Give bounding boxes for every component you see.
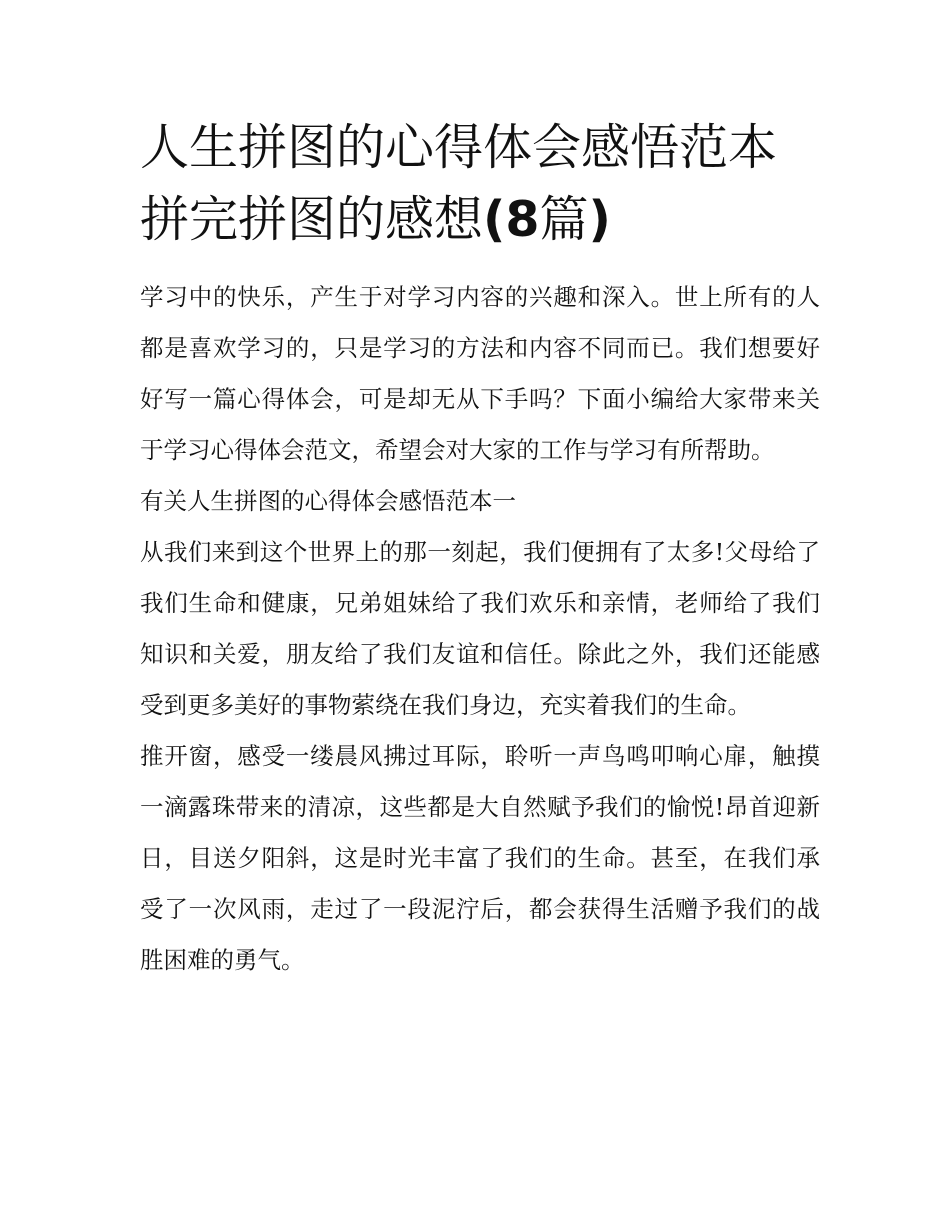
- title-line-1: 人生拼图的心得体会感悟范本: [140, 119, 778, 176]
- intro-paragraph: 学习中的快乐，产生于对学习内容的兴趣和深入。世上所有的人都是喜欢学习的，只是学习的方法和内容不同而已。我们想要好好写一篇心得体会，可是却无从下手吗？下面小编给大家带来关于学习心得体会范文，希望会对大家的工作与学习有所帮助。: [140, 283, 820, 464]
- section-heading: 有关人生拼图的心得体会感悟范本一: [140, 487, 516, 515]
- title-count-open: (8: [483, 191, 540, 248]
- title-count-unit: 篇: [539, 191, 589, 248]
- document-page: [140, 112, 820, 986]
- document-title: [140, 112, 820, 256]
- document-body: [140, 272, 820, 986]
- body-paragraph-1: 从我们来到这个世界上的那一刻起，我们便拥有了太多!父母给了我们生命和健康，兄弟姐妹给了我们欢乐和亲情，老师给了我们知识和关爱，朋友给了我们友谊和信任。除此之外，我们还能感受到更多美好的事物萦绕在我们身边，充实着我们的生命。: [140, 538, 820, 719]
- body-paragraph-2: 推开窗，感受一缕晨风拂过耳际，聆听一声鸟鸣叩响心扉，触摸一滴露珠带来的清凉，这些都是大自然赋予我们的愉悦!昂首迎新日，目送夕阳斜，这是时光丰富了我们的生命。甚至，在我们承受了一次风雨，走过了一段泥泞后，都会获得生活赠予我们的战胜困难的勇气。: [140, 742, 820, 974]
- title-count-close: ): [588, 191, 611, 248]
- title-line-2: 拼完拼图的感想: [140, 191, 484, 248]
